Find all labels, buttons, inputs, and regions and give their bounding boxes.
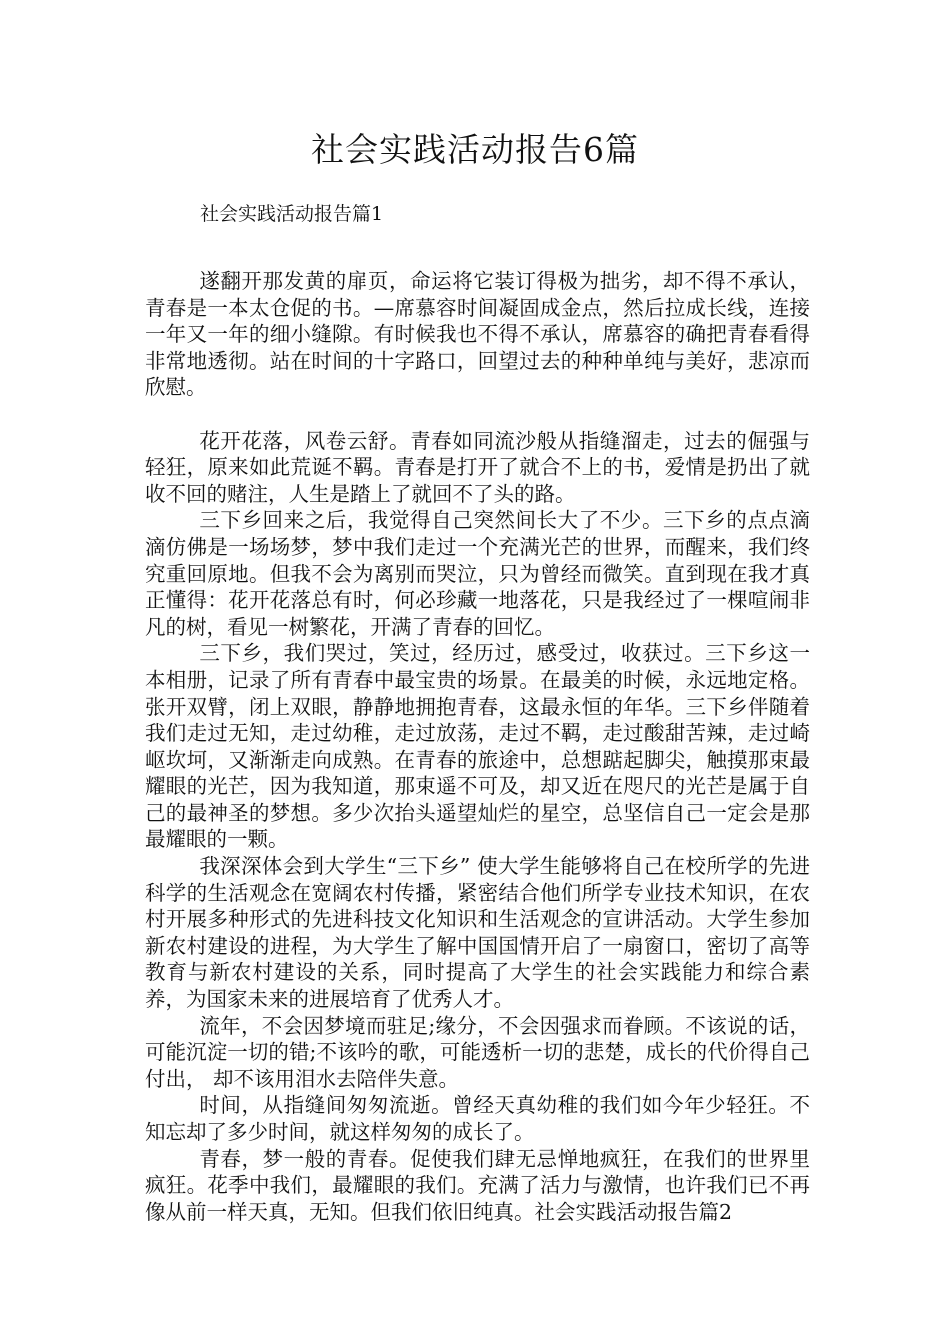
paragraph: 三下乡回来之后，我觉得自己突然间长大了不少。三下乡的点点滴滴仿佛是一场场梦，梦中我们走过一个充满光芒的世界，而醒来，我们终究重回原地。但我不会为离别而哭泣，只为曾经而微笑。直到现在我才真正懂得：花开花落总有时，何必珍藏一地落花，只是我经过了一棵喧闹非凡的树，看见一树繁花，开满了青春的回忆。: [145, 508, 810, 639]
document-title: 社会实践活动报告6篇: [311, 130, 639, 169]
body-text: [145, 268, 810, 1225]
paragraph: 花开花落，风卷云舒。青春如同流沙般从指缝溜走，过去的倔强与轻狂，原来如此荒诞不羁。青春是打开了就合不上的书，爱情是扔出了就收不回的赌注，人生是踏上了就回不了头的路。: [145, 428, 810, 506]
paragraph: 我深深体会到大学生“三下乡” 使大学生能够将自己在校所学的先进科学的生活观念在宽阔农村传播，紧密结合他们所学专业技术知识，在农村开展多种形式的先进科技文化知识和生活观念的宣讲活动。大学生参加新农村建设的进程，为大学生了解中国国情开启了一扇窗口，密切了高等教育与新农村建设的关系，同时提高了大学生的社会实践能力和综合素养，为国家未来的进展培育了优秀人才。: [145, 854, 810, 1012]
paragraph: 青春，梦一般的青春。促使我们肆无忌惮地疯狂，在我们的世界里疯狂。花季中我们，最耀眼的我们。充满了活力与激情，也许我们已不再像从前一样天真，无知。但我们依旧纯真。社会实践活动报告篇2: [145, 1146, 810, 1224]
paragraph: 遂翻开那发黄的扉页，命运将它装订得极为拙劣，却不得不承认，青春是一本太仓促的书。—席慕容时间凝固成金点，然后拉成长线，连接一年又一年的细小缝隙。有时候我也不得不承认，席慕容的确把青春看得非常地透彻。站在时间的十字路口，回望过去的种种单纯与美好，悲凉而欣慰。: [145, 269, 810, 400]
paragraph: 三下乡，我们哭过，笑过，经历过，感受过，收获过。三下乡这一本相册，记录了所有青春中最宝贵的场景。在最美的时候，永远地定格。张开双臂，闭上双眼，静静地拥抱青春，这最永恒的年华。三下乡伴随着我们走过无知，走过幼稚，走过放荡，走过不羁，走过酸甜苦辣，走过崎岖坎坷，又渐渐走向成熟。在青春的旅途中，总想踮起脚尖，触摸那束最耀眼的光芒，因为我知道，那束遥不可及，却又近在咫尺的光芒是属于自己的最神圣的梦想。多少次抬头遥望灿烂的星空，总坚信自己一定会是那最耀眼的一颗。: [145, 641, 810, 852]
section-heading: 社会实践活动报告篇1: [200, 203, 384, 225]
paragraph: 流年，不会因梦境而驻足;缘分，不会因强求而眷顾。不该说的话，可能沉淀一切的错;不该吟的歌，可能透析一切的悲楚，成长的代价得自己付出， 却不该用泪水去陪伴失意。: [145, 1013, 810, 1091]
paragraph: 时间，从指缝间匆匆流逝。曾经天真幼稚的我们如今年少轻狂。不知忘却了多少时间，就这样匆匆的成长了。: [145, 1093, 810, 1144]
